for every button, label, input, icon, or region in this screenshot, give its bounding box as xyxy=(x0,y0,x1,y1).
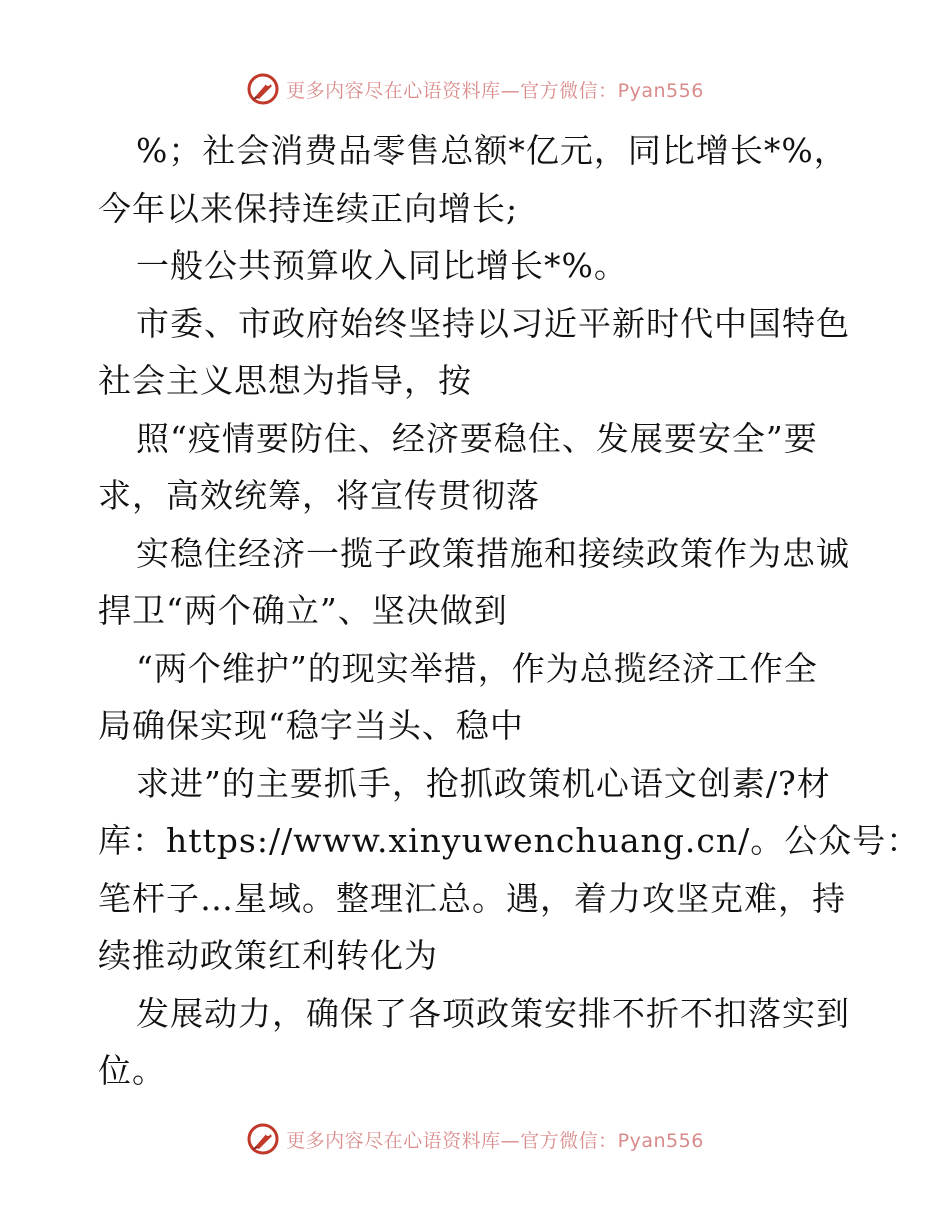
body-line: 求，高效统筹，将宣传贯彻落 xyxy=(98,476,540,515)
pen-logo-icon xyxy=(246,72,280,106)
body-line-url: 库：https://www.xinyuwenchuang.cn/。公众号： xyxy=(98,821,921,860)
body-line: 照“疫情要防住、经济要稳住、发展要安全”要 xyxy=(136,418,818,458)
body-line: %；社会消费品零售总额*亿元，同比增长*%， xyxy=(136,131,848,170)
body-line: 位。 xyxy=(98,1051,166,1090)
body-line: 社会主义思想为指导，按 xyxy=(98,361,472,400)
body-line: 实稳住经济一揽子政策措施和接续政策作为忠诚 xyxy=(136,533,850,573)
footer-banner-text: 更多内容尽在心语资料库—官方微信：Pyan556 xyxy=(286,1129,704,1152)
body-line: 一般公共预算收入同比增长*%。 xyxy=(136,246,628,285)
body-line: 市委、市政府始终坚持以习近平新时代中国特色 xyxy=(136,303,850,343)
body-line: “两个维护”的现实举措，作为总揽经济工作全 xyxy=(136,648,818,688)
body-line: 捍卫“两个确立”、坚决做到 xyxy=(98,591,508,630)
body-line: 局确保实现“稳字当头、稳中 xyxy=(98,706,524,745)
header-banner xyxy=(0,72,950,106)
body-line: 笔杆子…星域。整理汇总。遇，着力攻坚克难，持 xyxy=(98,878,846,918)
pen-logo-icon xyxy=(246,1122,280,1156)
footer-banner xyxy=(0,1122,950,1156)
body-line: 续推动政策红利转化为 xyxy=(98,936,438,975)
body-line: 发展动力，确保了各项政策安排不折不扣落实到 xyxy=(136,993,850,1033)
document-body xyxy=(98,122,921,1100)
body-line: 今年以来保持连续正向增长; xyxy=(98,188,519,228)
body-line: 求进”的主要抓手，抢抓政策机心语文创素/?材 xyxy=(136,763,831,803)
header-banner-text: 更多内容尽在心语资料库—官方微信：Pyan556 xyxy=(286,79,704,102)
